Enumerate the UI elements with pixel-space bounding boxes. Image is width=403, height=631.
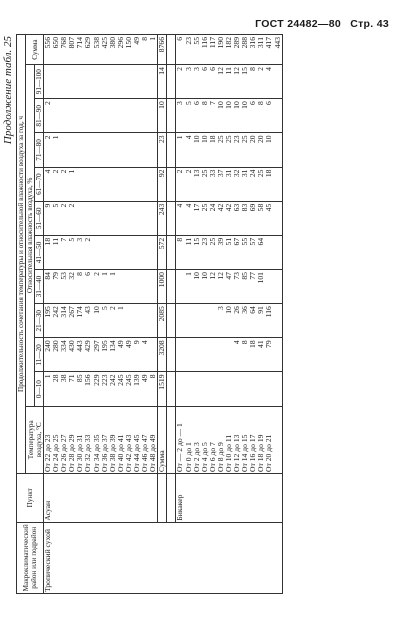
value-cell <box>44 65 158 99</box>
total-cell: 8766 <box>158 35 167 65</box>
value-cell: 2 3 3 6 6 12 11 12 15 8 2 4 <box>176 65 282 99</box>
rotated-page <box>2 34 401 630</box>
total-cell: 1519 <box>158 372 167 406</box>
sum-cell: 556 650 768 807 714 629 538 425 380 296 150 49 8 1 <box>44 35 158 65</box>
total-row <box>158 35 167 594</box>
col-rh: 51—60 <box>35 201 44 235</box>
value-cell: 9 5 2 2 <box>44 201 158 235</box>
top-caption: Продолжительность сочетания температуры и относительной влажности воздуха за год, ч <box>17 35 26 474</box>
table-row <box>176 35 282 594</box>
temp-ranges: От — 2 до — 1 От 0 до 1 От 2 до 3 От 4 до 5 От 6 до 7 От 8 до 9 От 10 до 11 От 12 до 13 От 14 до 15 От 16 до 17 От 18 до 19 От 20 до 21 <box>176 406 282 473</box>
value-cell: 2 2 13 25 33 37 31 32 31 24 25 18 <box>176 167 282 201</box>
value-cell: 240 280 334 430 443 429 297 195 134 49 49 9 4 <box>44 338 158 372</box>
total-cell: 3208 <box>158 338 167 372</box>
total-label: Сумма <box>158 406 167 473</box>
value-cell: 3 10 26 36 64 91 116 <box>176 304 282 338</box>
point-name: Асуан <box>44 473 158 522</box>
value-cell: 3 5 6 8 7 10 10 10 10 6 8 6 <box>176 99 282 133</box>
col-rh: 91—100 <box>35 65 44 99</box>
total-cell: 92 <box>158 167 167 201</box>
col-sum: Сумма <box>26 35 44 65</box>
rotated-content <box>2 34 392 594</box>
col-rh: 71—80 <box>35 133 44 167</box>
value-cell: 4 2 2 1 <box>44 167 158 201</box>
region-name: Тропический сухой <box>44 522 283 593</box>
col-rh: 61—70 <box>35 167 44 201</box>
col-rh: 31—40 <box>35 270 44 304</box>
total-cell: 572 <box>158 235 167 269</box>
col-rh: 81—90 <box>35 99 44 133</box>
value-cell: 18 11 7 5 3 2 <box>44 235 158 269</box>
value-cell: 2 1 <box>44 133 158 167</box>
standard-number: ГОСТ 24482—80 <box>255 18 342 30</box>
value-cell: 2 <box>44 99 158 133</box>
col-temp: Температура воздуха, °С <box>26 406 44 473</box>
data-table <box>16 34 283 594</box>
total-cell: 14 <box>158 65 167 99</box>
table-title: Продолжение табл. 25 <box>2 36 14 145</box>
temp-ranges: От 22 до 23 От 24 до 25 От 26 до 27 От 28 до 29 От 30 до 31 От 32 до 33 От 34 до 35 От 36 до 37 От 38 до 39 От 40 до 41 От 42 до 43 От 44 до 45 От 46 до 47 От 48 до 49 <box>44 406 158 473</box>
value-cell: 4 4 17 25 24 42 42 63 83 69 58 45 <box>176 201 282 235</box>
col-rh: 41—50 <box>35 235 44 269</box>
col-rh-group: Относительная влажность воздуха, % <box>26 65 35 407</box>
col-region: Макроклиматический район или подрайон <box>17 522 44 593</box>
total-cell: 23 <box>158 133 167 167</box>
total-cell: 243 <box>158 201 167 235</box>
page-number: Стр. 43 <box>350 18 389 30</box>
value-cell: 4 8 18 41 79 <box>176 338 282 372</box>
value-cell: 1 28 38 71 85 156 229 223 242 245 245 139 49 8 <box>44 372 158 406</box>
col-rh: 11—20 <box>35 338 44 372</box>
col-rh: 0—10 <box>35 372 44 406</box>
col-rh: 21—30 <box>35 304 44 338</box>
total-cell: 10 <box>158 99 167 133</box>
value-cell: 1 10 10 12 12 47 73 85 77 101 <box>176 270 282 304</box>
total-cell: 2085 <box>158 304 167 338</box>
value-cell: 1 4 10 10 18 25 25 23 25 20 20 10 <box>176 133 282 167</box>
col-point: Пункт <box>17 473 44 522</box>
sum-cell: 6 23 55 116 117 190 182 289 288 316 311 417 443 <box>176 35 282 65</box>
page-header <box>249 18 389 30</box>
table-row <box>44 35 158 594</box>
value-cell: 8 11 15 23 25 39 51 67 55 57 64 <box>176 235 282 269</box>
value-cell: 84 79 53 32 8 6 2 1 1 <box>44 270 158 304</box>
value-cell: 195 242 314 267 174 43 10 5 2 1 <box>44 304 158 338</box>
total-cell: 1000 <box>158 270 167 304</box>
point-name: Бикакер <box>176 473 282 522</box>
value-cell <box>176 372 282 406</box>
